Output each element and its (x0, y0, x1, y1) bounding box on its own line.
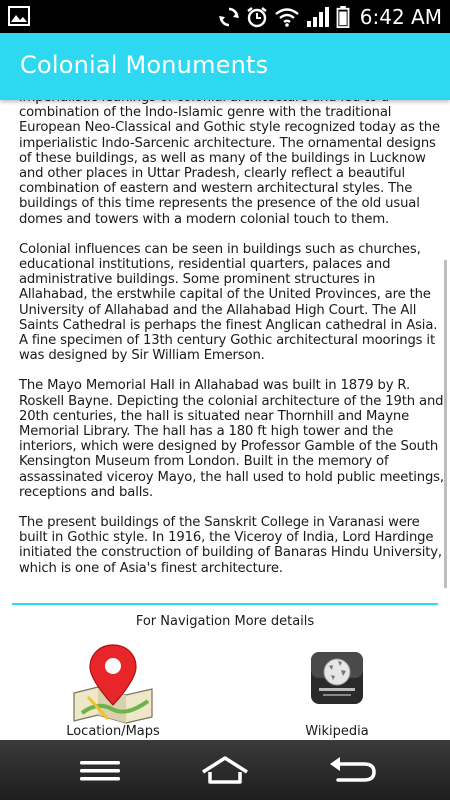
wikipedia-label: Wikipedia (305, 724, 369, 739)
battery-icon (336, 6, 350, 28)
divider (12, 603, 438, 605)
home-icon[interactable] (195, 750, 255, 790)
map-pin-icon (68, 643, 158, 723)
location-maps-label: Location/Maps (66, 724, 160, 739)
article-text (19, 90, 447, 591)
wikipedia-icon (307, 648, 367, 708)
page-title: Colonial Monuments (20, 51, 269, 79)
paragraph: Colonial influences can be seen in buildings such as churches, educational institutions, residential quarters, palaces and administrative buildings. Some prominent structures in Allahabad, the erstwhile capital of the United Provinces, are the University of Allahabad and the Allahabad High Court. The All Saints Cathedral is perhaps the finest Anglican cathedral in Asia. A fine specimen of 13th century Gothic architectural moorings it was designed by Sir William Emerson. (19, 241, 438, 364)
wifi-icon (274, 6, 300, 28)
gallery-icon (8, 6, 30, 26)
paragraph: combination of the Indo-Islamic genre with the traditional European Neo-Classical and Gothic style recognized today as the imperialistic Indo-Sarcenic architecture. The ornamental designs of these buildings, as well as many of the buildings in Lucknow and other places in Uttar Pradesh, clearly reflect a beautiful combination of eastern and western architectural styles. The buildings of this time represents the presence of the old usual domes and towers with a modern colonial touch to them. (19, 105, 440, 227)
alarm-icon (246, 6, 268, 28)
paragraph: The Mayo Memorial Hall in Allahabad was built in 1879 by R. Roskell Bayne. Depicting the colonial architecture of the 19th and 20th centuries, the hall is situated near Thornhill and Mayne Memorial Library. The hall has a 180 ft high tower and the interiors, which were designed by Professor Gamble of the South Kensington Museum from London. Built in the memory of assassinated viceroy Mayo, the hall used to hold public meetings, receptions and balls. (19, 378, 444, 500)
system-navigation-bar (0, 740, 450, 800)
content-scroll-area[interactable] (0, 100, 450, 740)
wikipedia-button[interactable] (262, 640, 412, 740)
status-time: 6:42 AM (359, 5, 442, 29)
status-bar (0, 0, 450, 33)
location-maps-button[interactable] (38, 640, 188, 740)
signal-icon (306, 6, 330, 28)
app-bar (0, 33, 450, 100)
scrollbar[interactable] (444, 260, 447, 588)
sync-icon (218, 6, 240, 28)
paragraph: The present buildings of the Sanskrit College in Varanasi were built in Gothic style. In 1916, the Viceroy of India, Lord Hardinge initiated the construction of building of Banaras Hindu University, which is one of Asia's finest architecture. (19, 515, 442, 576)
menu-icon[interactable] (70, 750, 130, 790)
back-icon[interactable] (322, 750, 382, 790)
navigation-heading: For Navigation More details (135, 614, 315, 629)
